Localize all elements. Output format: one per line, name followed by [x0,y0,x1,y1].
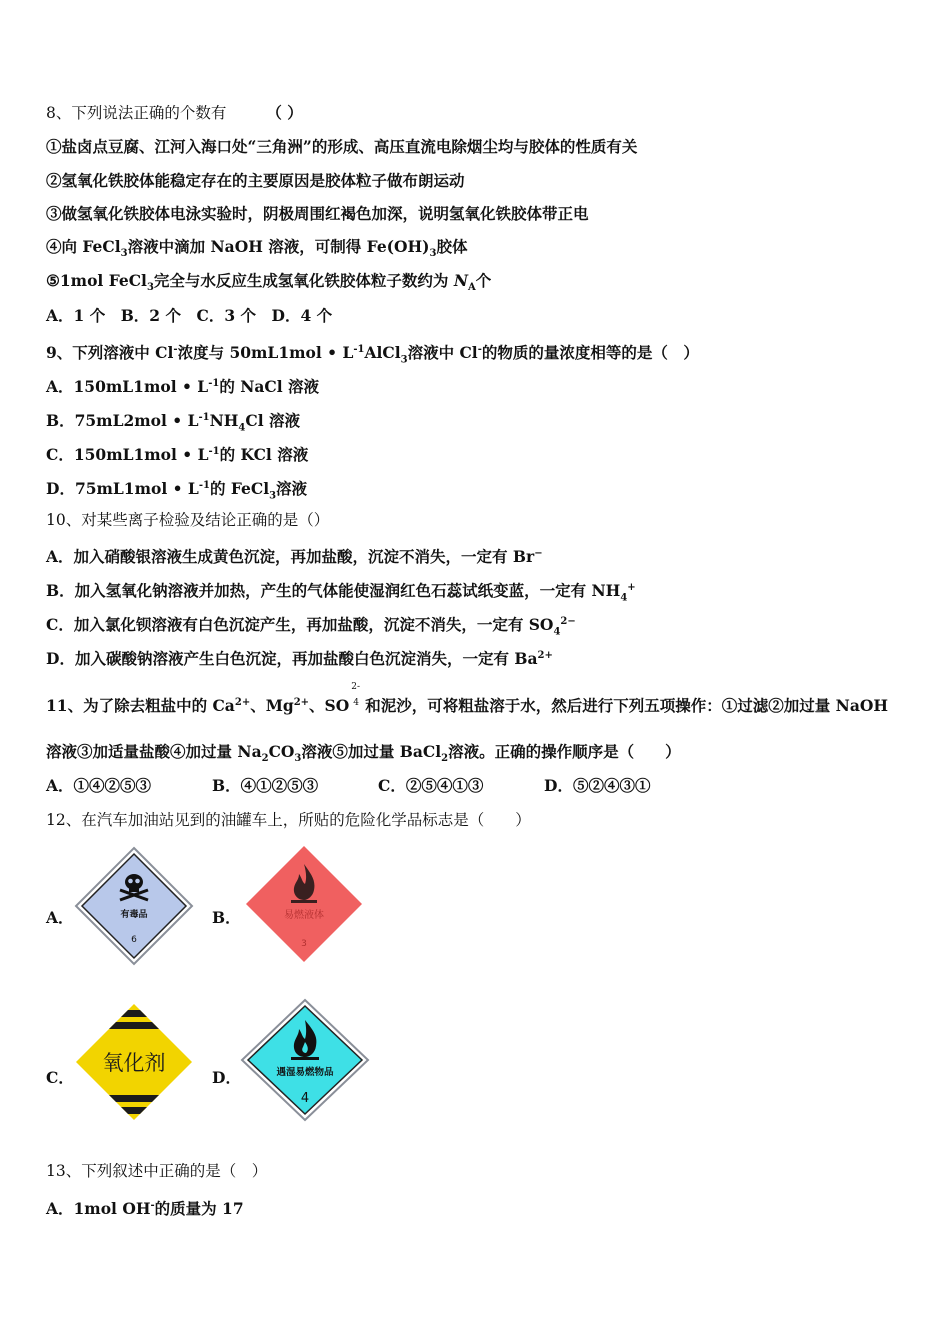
flammable-liquid-sign [244,844,364,964]
q12-option-a-label: A． [46,908,74,927]
toxic-hazard-sign [74,846,194,966]
sign-b-text: 易燃液体 [284,910,324,921]
q8-paren: （ ） [266,103,303,122]
q8-statement-3: ③做氢氧化铁胶体电泳实验时，阴极周围红褐色加深，说明氢氧化铁胶体带正电 [46,204,589,223]
water-reactive-sign [240,998,370,1122]
sign-d-text: 遇湿易燃物品 [276,1067,334,1078]
sign-a-text: 有毒品 [120,910,148,920]
q10-title: 10、对某些离子检验及结论正确的是（） [46,511,330,529]
sulfate-charge: 2- 4 [351,682,361,708]
q8-statement-4: ④向 FeCl$_3$溶液中滴加 NaOH 溶液，可制得 $Fe(OH)_3$胶体 [46,237,468,260]
q10-option-c: C．加入氯化钡溶液有白色沉淀产生，再加盐酸，沉淀不消失，一定有 $SO_4^{2-}$ [46,615,576,638]
sign-b-number: 3 [301,939,307,949]
q13-option-a: A．1mol OH-的质量为 17 [46,1199,244,1219]
q11-option-c: C．②⑤④①③ [378,776,484,795]
q9-option-d: D．75mL1mol • $L^{-1}$的 FeCl$_3$溶液 [46,479,308,502]
q9-title: 9、下列溶液中 Cl-浓度与 50mL1mol • $L^{-1}AlCl_3$溶液中 Cl-的物质的量浓度相等的是（ ） [46,343,699,366]
sign-c-text: 氧化剂 [102,1051,166,1075]
q11-options [46,776,650,796]
q13-title: 13、下列叙述中正确的是（ ） [46,1162,268,1180]
q9-option-b: B．75mL2mol • $L^{-1}NH_4Cl$ 溶液 [46,411,301,434]
q8-options: A．1 个 B．2 个 C．3 个 D．4 个 [46,306,333,325]
q12-title: 12、在汽车加油站见到的油罐车上，所贴的危险化学品标志是（ ） [46,811,531,829]
q11-option-a: A．①④②⑤③ [46,776,152,795]
q8-title: 8、下列说法正确的个数有 （ ） [46,103,303,122]
q8-statement-5: ⑤1mol FeCl$_3$完全与水反应生成氢氧化铁胶体粒子数约为 $N_A$个 [46,271,492,294]
q8-statement-1: ①盐卤点豆腐、江河入海口处“三角洲”的形成、高压直流电除烟尘均与胶体的性质有关 [46,137,638,156]
q10-option-b: B．加入氢氧化钠溶液并加热，产生的气体能使湿润红色石蕊试纸变蓝，一定有 $NH_4^+$ [46,581,636,604]
oxidizer-sign [74,1002,194,1122]
q11-option-b: B．④①②⑤③ [212,776,319,795]
q9-option-c: C．150mL1mol • $L^{-1}$的 KCl 溶液 [46,445,309,465]
q11-option-d: D．⑤②④③① [544,776,651,795]
q8-statement-2: ②氢氧化铁胶体能稳定存在的主要原因是胶体粒子做布朗运动 [46,171,465,190]
q10-option-d: D．加入碳酸钠溶液产生白色沉淀，再加盐酸白色沉淀消失，一定有 $Ba^{2+}$ [46,649,553,669]
q12-option-b-label: B． [212,908,241,927]
q9-option-a: A．150mL1mol • $L^{-1}$的 NaCl 溶液 [46,377,320,397]
q11-line-2: 溶液③加适量盐酸④加过量 $Na_2CO_3$溶液⑤加过量 BaCl$_2$溶液。正确的操作顺序是（ ） [46,742,681,765]
sign-d-number: 4 [300,1091,310,1106]
q12-option-c-label: C． [46,1068,74,1087]
q12-option-d-label: D． [212,1068,241,1087]
q11-line-1: 11、为了除去粗盐中的 $Ca^{2+}$、$Mg^{2+}$、SO 2- 4 和泥沙，可将粗盐溶于水，然后进行下列五项操作：①过滤②加过量 NaOH [46,682,889,716]
q10-option-a: A．加入硝酸银溶液生成黄色沉淀，再加盐酸，沉淀不消失，一定有 Br− [46,547,543,567]
sign-a-number: 6 [131,935,137,945]
